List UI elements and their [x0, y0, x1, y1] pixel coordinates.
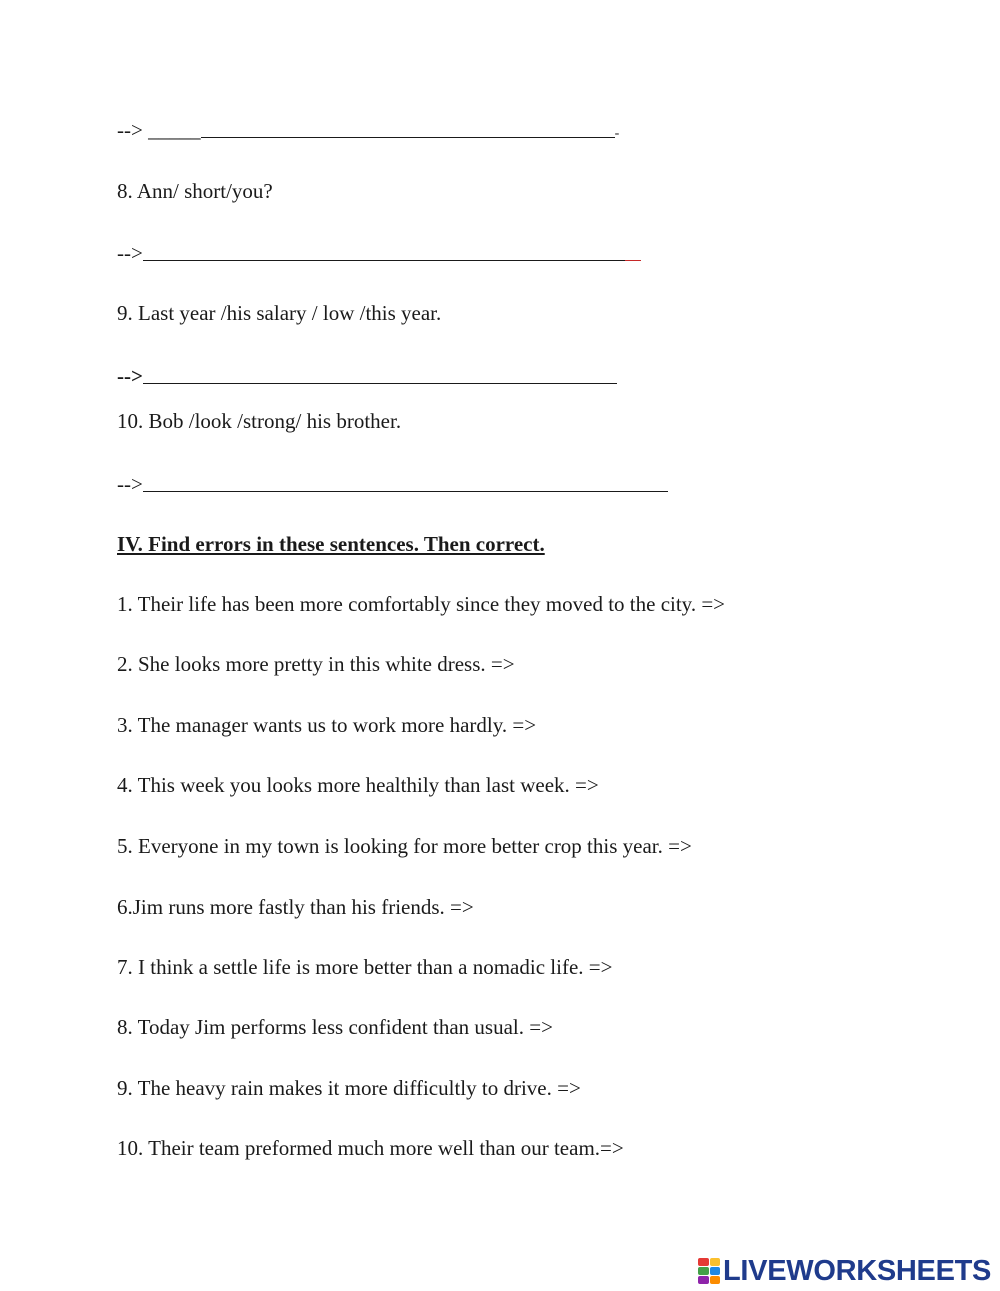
logo-square-3: [698, 1267, 709, 1275]
answer-blank-suffix: -: [614, 126, 620, 141]
liveworksheets-logo: [698, 1256, 991, 1286]
answer-arrow: -->: [117, 118, 149, 142]
error-item-4: 4. This week you looks more healthily than last week. =>: [117, 773, 599, 797]
error-item-5: 5. Everyone in my town is looking for more better crop this year. =>: [117, 834, 692, 858]
error-item-9: 9. The heavy rain makes it more difficultly to drive. =>: [117, 1076, 581, 1100]
error-item-6: 6.Jim runs more fastly than his friends. =>: [117, 895, 474, 919]
logo-square-6: [710, 1276, 721, 1284]
logo-square-5: [698, 1276, 709, 1284]
answer-line-7: [117, 118, 619, 146]
logo-square-4: [710, 1267, 721, 1275]
error-item-7: 7. I think a settle life is more better than a nomadic life. =>: [117, 955, 613, 979]
answer-line-8: [117, 241, 641, 265]
answer-line-10: [117, 472, 668, 496]
answer-blank-10[interactable]: [143, 491, 668, 492]
answer-blank-9[interactable]: [143, 383, 617, 384]
error-item-1: 1. Their life has been more comfortably since they moved to the city. =>: [117, 592, 726, 616]
question-10: 10. Bob /look /strong/ his brother.: [117, 409, 402, 433]
liveworksheets-logo-text: LIVEWORKSHEETS: [723, 1255, 992, 1287]
error-item-10: 10. Their team preformed much more well than our team.=>: [117, 1136, 624, 1160]
answer-blank-8-red-segment: [625, 260, 641, 261]
logo-square-2: [710, 1258, 721, 1266]
logo-square-1: [698, 1258, 709, 1266]
question-9: 9. Last year /his salary / low /this year.: [117, 301, 442, 325]
section-iv-heading: IV. Find errors in these sentences. Then correct.: [117, 532, 545, 556]
error-item-8: 8. Today Jim performs less confident than usual. =>: [117, 1015, 553, 1039]
answer-line-9: [117, 364, 617, 388]
liveworksheets-logo-icon: [698, 1258, 720, 1284]
error-item-3: 3. The manager wants us to work more hardly. =>: [117, 713, 537, 737]
question-8: 8. Ann/ short/you?: [117, 179, 273, 203]
answer-arrow: -->: [117, 472, 143, 496]
error-item-2: 2. She looks more pretty in this white dress. =>: [117, 652, 515, 676]
answer-arrow: -->: [117, 364, 143, 388]
answer-blank-prefix: _____: [148, 118, 201, 142]
answer-arrow: -->: [117, 241, 143, 265]
answer-blank-8[interactable]: [143, 260, 625, 261]
answer-blank-7[interactable]: [201, 137, 615, 138]
